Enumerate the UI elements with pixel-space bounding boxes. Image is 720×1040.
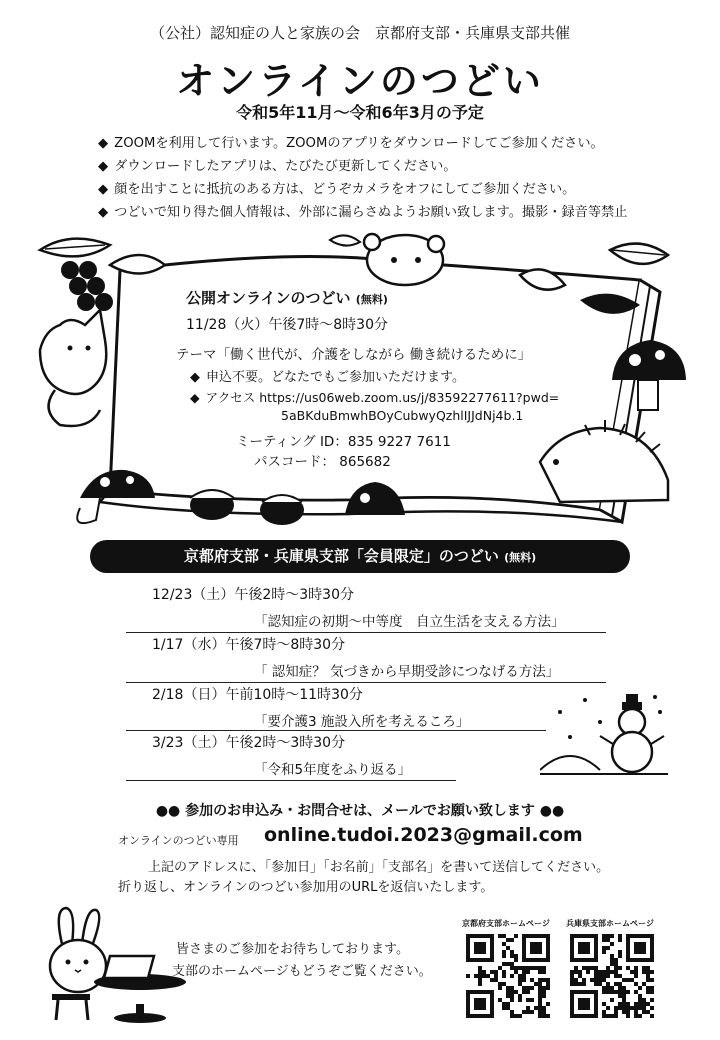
schedule-period: 令和5年11月～令和6年3月の予定 [236,103,484,122]
session-topic: 「認知症の初期～中等度 自立生活を支える方法」 [254,614,565,630]
closing-message: 皆さまのご参加をお待ちしております。 [176,942,409,957]
members-event-banner [90,540,630,573]
email-label: オンラインのつどい専用 [118,834,239,847]
notice-item: ◆ 顔を出すことに抵抗のある方は、どうぞカメラをオフにしてご参加ください。 [98,178,688,201]
public-event-theme: テーマ「働く世代が、介護をしながら 働き続けるために」 [176,347,532,363]
no-registration-text: 申込不要。どなたでもご参加いただけます。 [206,370,465,385]
contact-heading: ●● 参加のお申込み・お問合せは、メールでお願い致します ●● [155,803,565,819]
contact-reply-note: 折り返し、オンラインのつどい参加用のURLを返信いたします。 [118,880,494,895]
public-event-date: 11/28（火）午後7時～8時30分 [186,317,388,333]
meeting-id: ミーティング ID：835 9227 7611 [236,434,451,450]
free-label: (無料) [504,551,537,564]
zoom-url-part1[interactable]: https://us06web.zoom.us/j/83592277611?pwd= [259,390,560,405]
fox-icon [40,310,106,426]
hyogo-qr-label: 兵庫県支部ホームページ [566,919,654,928]
divider [126,780,456,781]
kyoto-qr-code[interactable] [466,934,550,1018]
zoom-url-part2[interactable]: 5aBKduBmwhBOyCubwyQzhlIJJdNj4b.1 [281,408,524,423]
session-date: 1/17（水）午後7時～8時30分 [152,637,346,653]
diamond-bullet-icon: ◆ [190,390,200,405]
session-date: 12/23（土）午後2時～3時30分 [152,587,354,603]
notice-list [98,132,688,224]
public-event-title [186,287,388,308]
notice-item: ◆ ダウンロードしたアプリは、たびたび更新してください。 [98,155,688,178]
passcode: パスコード： 865682 [254,454,391,470]
organizer-line: （公社）認知症の人と家族の会 京都府支部・兵庫県支部共催 [149,24,570,42]
contact-email[interactable]: online.tudoi.2023@gmail.com [264,824,583,846]
kyoto-qr-label: 京都府支部ホームページ [462,919,550,928]
access-line [190,388,559,406]
session-topic: 「 認知症？ 気づきから早期受診につなげる方法」 [254,664,560,680]
access-label: アクセス [205,390,256,405]
free-label: (無料) [355,293,388,306]
page-title: オンラインのつどい [176,59,544,103]
contact-instruction: 上記のアドレスに、「参加日」「お名前」「支部名」を書いて送信してください。 [148,860,610,875]
homepage-invitation: 支部のホームページもどうぞご覧ください。 [172,964,432,979]
public-event-title-text: 公開オンラインのつどい [186,289,351,307]
notice-item: ◆ ZOOMを利用して行います。ZOOMのアプリをダウンロードしてご参加ください。 [98,132,688,155]
session-topic: 「令和5年度をふり返る」 [254,762,412,778]
divider [126,682,606,683]
diamond-bullet-icon: ◆ [190,370,200,385]
rabbit-laptop-icon [40,904,190,1024]
hyogo-qr-code[interactable] [570,934,654,1018]
notice-item: ◆ つどいで知り得た個人情報は、外部に漏らさぬようお願い致します。撮影・録音等禁止 [98,201,688,224]
session-date: 2/18（日）午前10時～11時30分 [152,687,363,703]
session-topic: 「要介護3 施設入所を考えるころ」 [254,714,470,730]
no-registration-note [190,366,465,385]
session-date: 3/23（土）午後2時～3時30分 [152,735,346,751]
snowman-icon [540,692,670,782]
divider [126,632,606,633]
members-event-title: 京都府支部・兵庫県支部「会員限定」のつどい [183,547,499,565]
divider [126,730,546,731]
